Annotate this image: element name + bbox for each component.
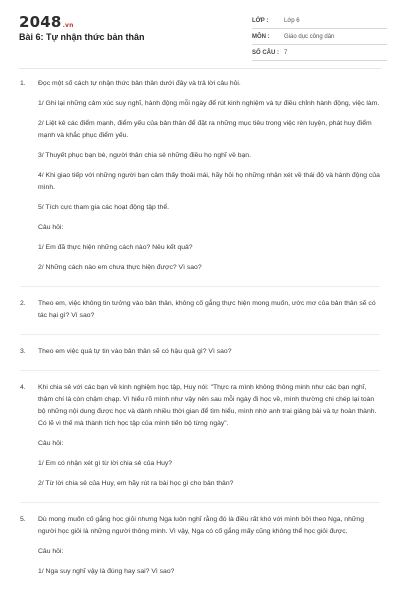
question-method: 1/ Ghi lại những cảm xúc suy nghĩ, hành động mỗi ngày để rút kinh nghiệm và tự điều chỉnh hành động, việc làm. (38, 100, 380, 107)
question-caption: Câu hỏi: (38, 440, 64, 447)
question-number: 4. (20, 384, 26, 391)
header-divider (19, 68, 381, 69)
question-item (0, 298, 400, 322)
question-item (0, 382, 400, 490)
logo-text: 2048 (19, 13, 62, 31)
sub-question: 1/ Em có nhận xét gì từ lời chia sẻ của Huy? (38, 460, 173, 467)
question-number: 3. (20, 348, 26, 355)
question-caption: Câu hỏi: (38, 224, 64, 231)
question-text: Đọc một số cách tự nhận thức bản thân dưới đây và trả lời câu hỏi. (38, 80, 241, 87)
question-separator (20, 370, 380, 371)
meta-row-grade (252, 13, 387, 29)
meta-row-subject (252, 29, 387, 45)
meta-value: Lớp 6 (284, 17, 300, 24)
lesson-title: Bài 6: Tự nhận thức bản thân (19, 32, 145, 42)
question-text: Theo em, việc không tin tưởng vào bản thân, không cố gắng thực hiện mong muốn, ước mơ của bản thân sẽ có tác hại gì? Vì sao? (38, 300, 376, 319)
meta-table (252, 13, 387, 61)
question-method: 4/ Khi giao tiếp với những người bạn cảm thấy thoải mái, hãy hỏi họ những nhận xét về thái độ và hành động của mình. (38, 172, 380, 191)
logo-suffix: .vn (62, 22, 74, 29)
question-item (0, 346, 400, 358)
question-text: Dù mong muốn cố gắng học giỏi nhưng Nga luôn nghĩ rằng đó là điều rất khó với mình bởi theo Nga, những người học giỏi là những người thông minh. Vì vậy, Nga có cố gắng mấy cũng không thể học giỏi được. (38, 516, 364, 535)
sub-question: 1/ Em đã thực hiện những cách nào? Nêu kết quả? (38, 244, 193, 251)
question-number: 2. (20, 300, 26, 307)
question-separator (20, 502, 380, 503)
question-list (0, 78, 400, 578)
sub-question: 1/ Nga suy nghĩ vậy là đúng hay sai? Vì sao? (38, 568, 175, 575)
meta-key: MÔN : (252, 33, 270, 40)
sub-question: 2/ Từ lời chia sẻ của Huy, em hãy rút ra bài học gì cho bản thân? (38, 480, 234, 487)
question-method: 5/ Tích cực tham gia các hoạt động tập thể. (38, 204, 169, 211)
question-separator (20, 286, 380, 287)
site-logo[interactable] (19, 13, 74, 31)
question-number: 5. (20, 516, 26, 523)
meta-value: 7 (284, 49, 288, 56)
meta-value: Giáo dục công dân (284, 33, 335, 40)
question-separator (20, 334, 380, 335)
question-text: Theo em việc quá tự tin vào bản thân sẽ có hậu quả gì? Vì sao? (38, 348, 232, 355)
question-number: 1. (20, 80, 26, 87)
question-caption: Câu hỏi: (38, 548, 64, 555)
meta-row-count (252, 45, 387, 61)
question-item (0, 514, 400, 578)
page-header (0, 0, 400, 60)
question-text: Khi chia sẻ với các bạn về kinh nghiệm học tập, Huy nói: "Thực ra mình không thông minh như các bạn nghĩ, thậm chí là còn chậm chạp. Vì hiểu rõ mình như vậy nên sau mỗi ngày đi học về, mình thường chi chép lại toàn bộ những nội dung được học và dành nhiều thời gian để tìm hiểu, mình nhờ anh trai giảng bài và tự hoàn thành. Có lẽ vì thế mà thành tích học tập của mình tiến bộ từng ngày". (38, 384, 377, 427)
question-method: 3/ Thuyết phục bạn bè, người thân chia sẻ những điều họ nghĩ về bạn. (38, 152, 251, 159)
question-method: 2/ Liệt kê các điểm mạnh, điểm yếu của bản thân để đặt ra những mục tiêu trong việc rèn luyện, phát huy điểm mạnh và khắc phục điểm yếu. (38, 120, 372, 139)
meta-key: SỐ CÂU : (252, 49, 279, 56)
meta-key: LỚP : (252, 17, 269, 24)
question-item (0, 78, 400, 274)
sub-question: 2/ Những cách nào em chưa thực hiện được? Vì sao? (38, 264, 202, 271)
